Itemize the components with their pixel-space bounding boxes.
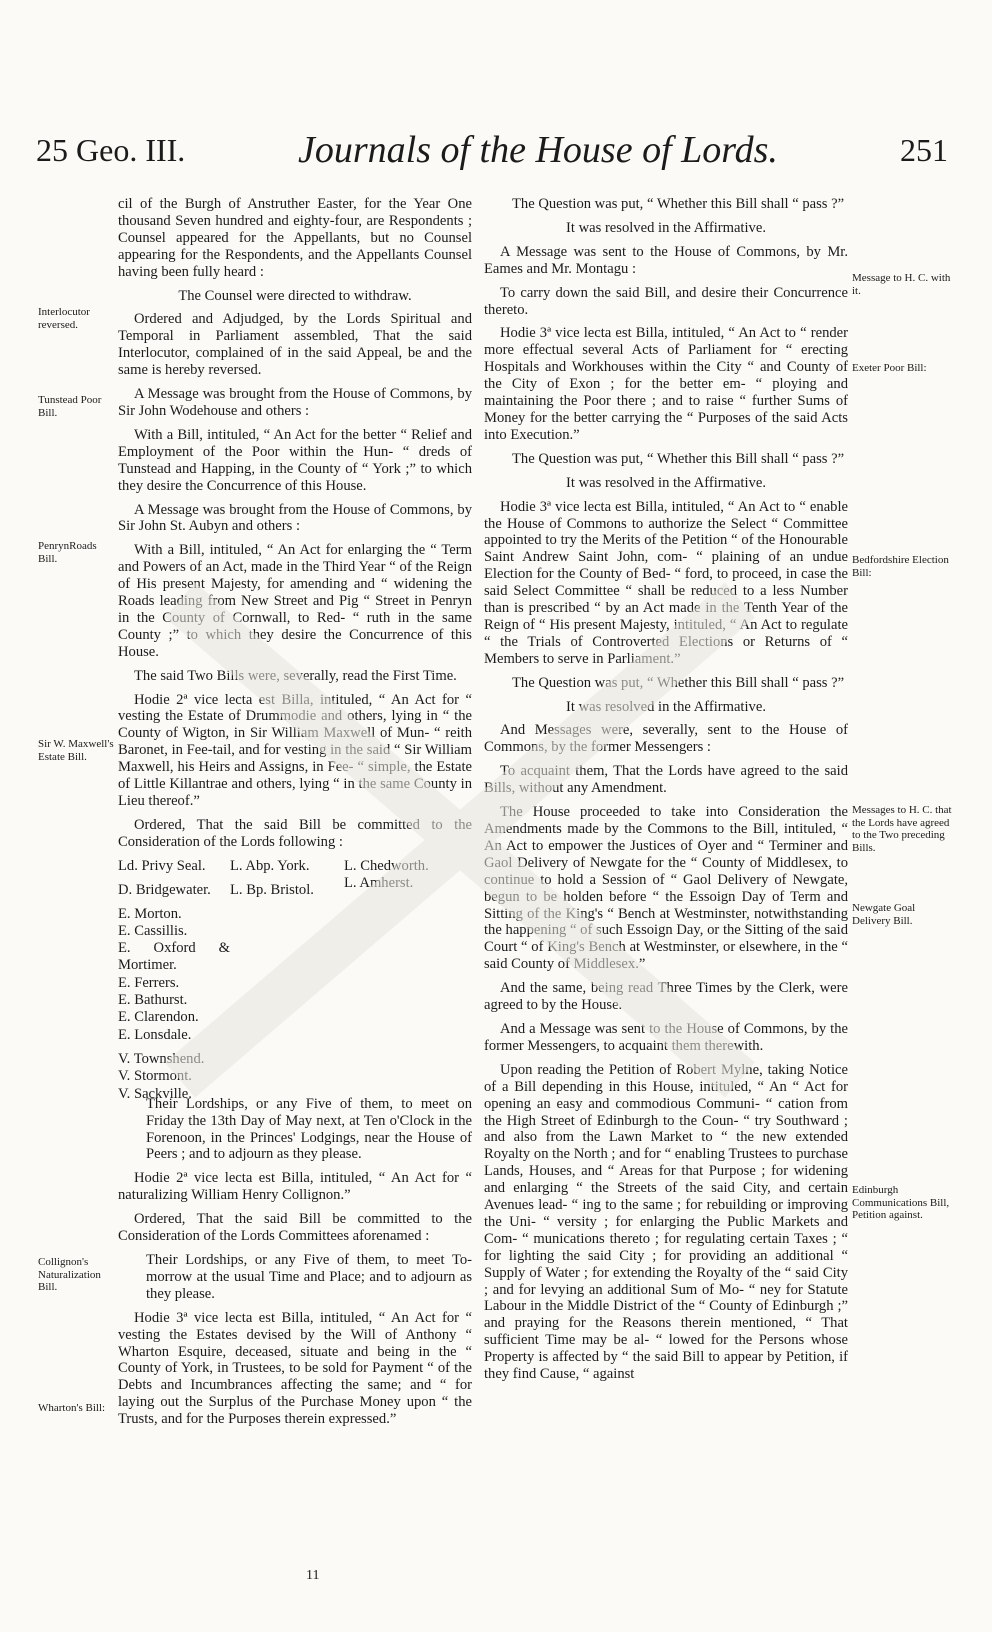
paragraph: Upon reading the Petition of Robert Mylne, taking Notice of a Bill depending in this House, intituled, “ An “ Act for opening an easy and commodious Communi- “ cation from the High Street of Edinburgh to the Coun- “ try Southward ; and also from the Lawn Market to “ the new extended Royalty on the North ; and for “ enabling Trustees to purchase Lands, Houses, and “ Areas for that Purpose ; for widening and enlarging “ the Streets of the said City, and certain Avenues lead- “ ing to the same ; for rebuilding or improving the Uni- “ versity ; for enlarging the Public Markets and Com- “ munications thereto ; for regulating certain Taxes ; “ for lighting the said City ; for providing an additional “ Supply of Water ; for extending the Royalty of the “ said City ; and for levying an additional Sum of Mo- “ ney for Statute Labour in the Middle District of the “ County of Edinburgh ;” and praying for the Reasons therein mentioned, “ That sufficient Time may be al- “ lowed for the Persons whose Property is affected by “ the said Bill to appear by Petition, if they find Cause, “ against (484, 1061, 848, 1383)
lord-name: V. Sackville. (118, 1085, 192, 1102)
paragraph: The Question was put, “ Whether this Bill shall “ pass ?” (512, 196, 845, 212)
lord-name: V. Townshend. (118, 1050, 205, 1067)
paragraph: Ordered, That the said Bill be committed to the Consideration of the Lords following : (118, 816, 472, 850)
margin-note: Interlocutor reversed. (38, 306, 90, 331)
lord-name: L. Chedworth. (344, 857, 429, 874)
margin-note: Bedfordshire Election Bill: (852, 554, 949, 579)
margin-note: Sir W. Maxwell's Estate Bill. (38, 738, 114, 763)
paragraph: Their Lordships, or any Five of them, to meet To-morrow at the usual Time and Place; and to adjourn as they please. (146, 1251, 472, 1302)
paragraph: To acquaint them, That the Lords have agreed to the said Bills, without any Amendment. (484, 763, 848, 797)
margin-note: Exeter Poor Bill: (852, 362, 927, 374)
paragraph: Hodie 2ª vice lecta est Billa, intituled, “ An Act for “ vesting the Estate of Drummodie and others, lying in “ the County of Wigton, in Sir William Maxwell of Mun- “ reith Baronet, in Fee-tail, and for vesting in the said “ Sir William Maxwell, his Heirs and Assigns, in Fee- “ simple, the Estate of Little Killantrae and others, lying “ in the same County in Lieu thereof.” (118, 691, 472, 809)
paragraph: Hodie 3ª vice lecta est Billa, intituled, “ An Act to “ render more effectual several Acts of Parliament for “ erecting Hospitals and Workhouses within the City “ and County of the City of Exon ; for the better em- “ ploying and maintaining the Poor there ; and to raise “ further Sums of Money for the better carrying the “ Purposes of the said Acts into Execution.” (484, 325, 848, 443)
margin-note: Tunstead Poor Bill. (38, 394, 102, 419)
lord-name: E. Lonsdale. (118, 1026, 192, 1043)
journal-title: Journals of the House of Lords. (298, 129, 778, 171)
left-column (118, 196, 472, 1435)
session-label: 25 Geo. III. (36, 132, 186, 168)
paragraph: And a Message was sent to the House of Commons, by the former Messengers, to acquaint them therewith. (484, 1020, 848, 1054)
paragraph: To carry down the said Bill, and desire their Concurrence thereto. (484, 284, 848, 318)
signature-mark: 11 (306, 1568, 320, 1583)
paragraph: A Message was brought from the House of Commons, by Sir John Wodehouse and others : (118, 386, 472, 419)
lord-name: L. Bp. Bristol. (230, 881, 314, 898)
paragraph: The Counsel were directed to withdraw. (178, 287, 412, 304)
paragraph: Hodie 3ª vice lecta est Billa, intituled, “ An Act to “ enable the House of Commons to authorize the Select “ Committee appointed to try the Merits of the Petition “ of the Honourable Saint Andrew Saint John, com- “ plaining of an undue Election for the County of Bed- “ ford, to proceed, in case the said Select Committee “ shall be reduced to a less Number than is prescribed “ by an Act made in the Tenth Year of the Reign of “ His present Majesty, intituled, “ An Act to regulate “ the Trials of Controverted Elections or Returns of “ Members to serve in Parliament.” (484, 498, 848, 667)
paragraph: It was resolved in the Affirmative. (566, 219, 766, 236)
paragraph: Their Lordships, or any Five of them, to meet on Friday the 13th Day of May next, at Ten o'Clock in the Forenoon, in the Princes' Lodgings, near the House of Peers ; and to adjourn as they please. (146, 1095, 472, 1163)
paragraph: Ordered, That the said Bill be committed to the Consideration of the Lords Committees aforenamed : (118, 1211, 472, 1245)
paragraph: The Question was put, “ Whether this Bill shall “ pass ?” (512, 450, 845, 467)
margin-note: Messages to H. C. that the Lords have agreed to the Two preceding Bills. (852, 804, 952, 854)
margin-note: Message to H. C. with it. (852, 272, 951, 297)
margin-note: Collignon's Naturalization Bill. (38, 1256, 101, 1293)
lord-name: L. Abp. York. (230, 857, 310, 874)
paragraph: It was resolved in the Affirmative. (566, 698, 766, 715)
margin-note: Newgate Goal Delivery Bill. (852, 902, 916, 927)
lord-name: E. Ferrers. (118, 974, 180, 991)
paragraph: The House proceeded to take into Consideration the Amendments made by the Commons to the Bill, intituled, “ An Act to empower the Justices of Oyer and “ Terminer and Gaol Delivery of Newgate for the “ County of Middlesex, to continue to hold a Session of “ Gaol Delivery of Newgate, begun to be holden before “ the Essoign Day of Term and Sitting of the King's “ Bench at Westminster, notwithstanding the happening “ of such Essoign Day, or the Sitting of the said Court “ of King's Bench at Westminster, or elsewhere, in the “ said County of Middlesex.” (484, 804, 848, 973)
lord-name: E. Oxford & Mortimer. (118, 940, 230, 974)
paragraph: Hodie 3ª vice lecta est Billa, intituled, “ An Act for “ vesting the Estates devised by the Will of Anthony “ Wharton Esquire, deceased, situate and being in the “ County of York, in Trustees, to be sold for Payment “ of the Debts and Incumbrances affecting the same; and “ for laying out the Surplus of the Purchase Money upon “ the Trusts, and for the Purposes therein expressed.” (118, 1309, 472, 1428)
lord-name: E. Clarendon. (118, 1009, 199, 1026)
paragraph: The said Two Bills were, severally, read the First Time. (134, 667, 457, 684)
lord-name: Ld. Privy Seal. (118, 857, 206, 874)
page-number: 251 (900, 132, 948, 168)
paragraph: Hodie 2ª vice lecta est Billa, intituled, “ An Act for “ naturalizing William Henry Collignon.” (118, 1170, 472, 1204)
lord-name: D. Bridgewater. (118, 881, 211, 898)
right-column (484, 196, 848, 1390)
paragraph: With a Bill, intituled, “ An Act for enlarging the “ Term and Powers of an Act, made in the Third Year “ of the Reign of His present Majesty, for amending and “ widening the Roads leading from New Street and Pig “ Street in Penryn in the County of Cornwall, to Red- “ ruth in the same County ;” to which they desire the Concurrence of this House. (118, 542, 472, 660)
paragraph: A Message was sent to the House of Commons, by Mr. Eames and Mr. Montagu : (484, 243, 848, 277)
lord-name: E. Morton. (118, 905, 182, 922)
paragraph: And the same, being read Three Times by the Clerk, were agreed to by the House. (484, 980, 848, 1014)
paragraph: The Question was put, “ Whether this Bill shall “ pass ?” (512, 674, 845, 691)
margin-note: Wharton's Bill: (38, 1402, 106, 1414)
page-header (36, 129, 948, 184)
lord-name: E. Bathurst. (118, 992, 188, 1009)
margin-note: Edinburgh Communications Bill, Petition against. (852, 1184, 950, 1221)
paragraph: cil of the Burgh of Anstruther Easter, for the Year One thousand Seven hundred and eighty-four, are Respondents ; Counsel appeared for the Appellants, but no Counsel appearing for the Respondents, and the Appellants Counsel having been fully heard : (118, 196, 472, 280)
paragraph: A Message was brought from the House of Commons, by Sir John St. Aubyn and others : (118, 501, 472, 535)
paragraph: And Messages were, severally, sent to the House of Commons, by the former Messengers : (484, 722, 848, 756)
lord-name: L. Amherst. (344, 875, 414, 892)
paragraph: With a Bill, intituled, “ An Act for the better “ Relief and Employment of the Poor within the Hun- “ dreds of Tunstead and Happing, in the County of “ York ;” to which they desire the Concurrence of this House. (118, 426, 472, 494)
margin-note: PenrynRoads Bill. (38, 540, 97, 565)
lord-name: E. Cassillis. (118, 922, 188, 939)
lord-name: V. Stormont. (118, 1068, 192, 1085)
lords-list (118, 857, 472, 1102)
paragraph: It was resolved in the Affirmative. (566, 474, 766, 491)
paragraph: Ordered and Adjudged, by the Lords Spiritual and Temporal in Parliament assembled, That the said Interlocutor, complained of in the said Appeal, be and the same is hereby reversed. (118, 311, 472, 379)
